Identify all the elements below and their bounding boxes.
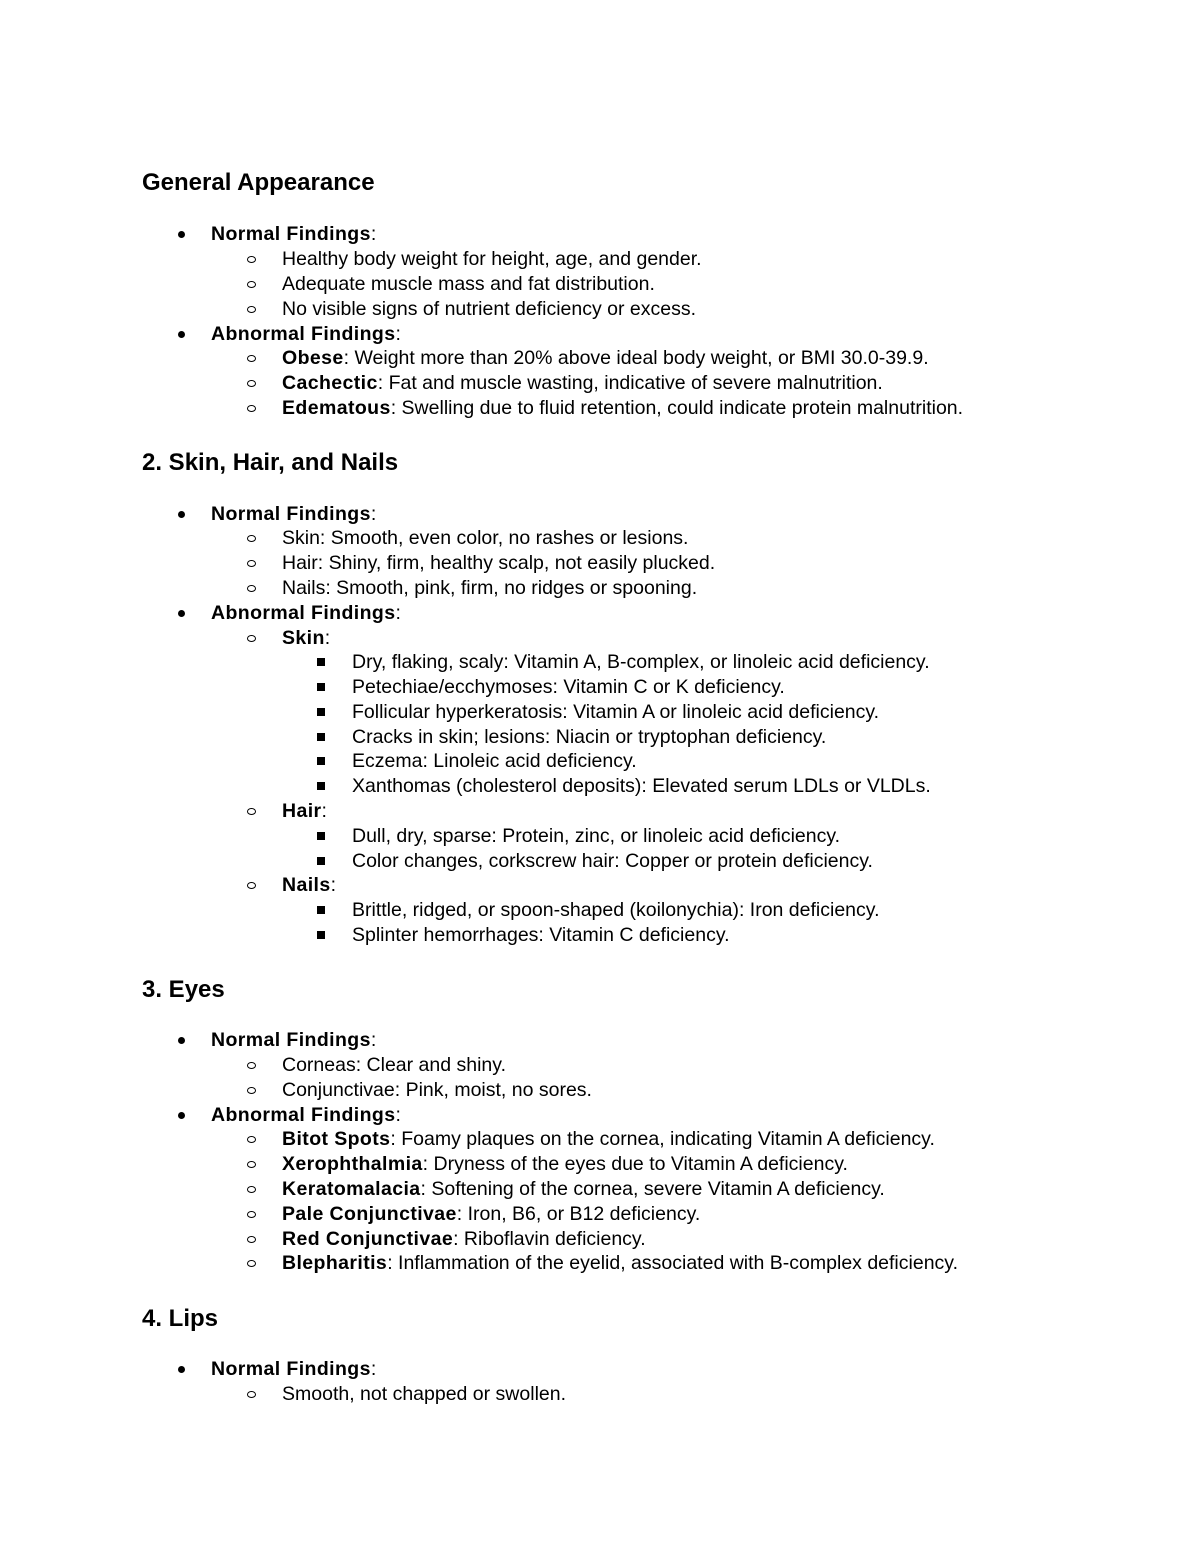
list-item: Dull, dry, sparse: Protein, zinc, or linoleic acid deficiency. <box>352 824 840 848</box>
list-item: Cracks in skin; lesions: Niacin or tryptophan deficiency. <box>352 725 826 749</box>
circle-bullet-icon <box>244 1227 258 1251</box>
square-bullet-icon <box>314 898 328 922</box>
bullet-icon <box>174 1028 188 1052</box>
list-item: Cachectic: Fat and muscle wasting, indicative of severe malnutrition. <box>282 371 883 395</box>
normal-findings-label: Normal Findings <box>211 1029 371 1051</box>
list-item: Healthy body weight for height, age, and gender. <box>282 247 702 271</box>
square-bullet-icon <box>314 849 328 873</box>
list-item: Corneas: Clear and shiny. <box>282 1053 506 1077</box>
bullet-icon <box>174 222 188 246</box>
circle-bullet-icon <box>244 526 258 550</box>
list-item: Keratomalacia: Softening of the cornea, severe Vitamin A deficiency. <box>282 1177 885 1201</box>
list-item: No visible signs of nutrient deficiency or excess. <box>282 297 696 321</box>
list-item: Skin: Smooth, even color, no rashes or lesions. <box>282 526 688 550</box>
circle-bullet-icon <box>244 396 258 420</box>
list-item: Petechiae/ecchymoses: Vitamin C or K deficiency. <box>352 675 785 699</box>
bullet-icon <box>174 601 188 625</box>
list-item: Smooth, not chapped or swollen. <box>282 1382 566 1406</box>
list-item: Hair: <box>282 799 327 823</box>
list-item: Obese: Weight more than 20% above ideal body weight, or BMI 30.0-39.9. <box>282 346 929 370</box>
circle-bullet-icon <box>244 576 258 600</box>
square-bullet-icon <box>314 923 328 947</box>
bullet-icon <box>174 502 188 526</box>
normal-findings-label: Normal Findings <box>211 503 371 525</box>
list-item: Red Conjunctivae: Riboflavin deficiency. <box>282 1227 646 1251</box>
list-item: Blepharitis: Inflammation of the eyelid, associated with B-complex deficiency. <box>282 1251 958 1275</box>
circle-bullet-icon <box>244 1053 258 1077</box>
square-bullet-icon <box>314 774 328 798</box>
circle-bullet-icon <box>244 1382 258 1406</box>
list-item: Hair: Shiny, firm, healthy scalp, not easily plucked. <box>282 551 715 575</box>
list-item: Brittle, ridged, or spoon-shaped (koilonychia): Iron deficiency. <box>352 898 880 922</box>
list-item: Xerophthalmia: Dryness of the eyes due to Vitamin A deficiency. <box>282 1152 848 1176</box>
list-item: Eczema: Linoleic acid deficiency. <box>352 749 637 773</box>
circle-bullet-icon <box>244 1127 258 1151</box>
section-title-eyes: 3. Eyes <box>142 976 225 1003</box>
circle-bullet-icon <box>244 873 258 897</box>
list-item: Normal Findings: <box>211 1357 376 1381</box>
list-item: Abnormal Findings: <box>211 322 401 346</box>
list-item: Normal Findings: <box>211 222 376 246</box>
section-title-general-appearance: General Appearance <box>142 169 375 196</box>
section-title-lips: 4. Lips <box>142 1305 219 1332</box>
circle-bullet-icon <box>244 272 258 296</box>
list-item: Dry, flaking, scaly: Vitamin A, B-complex, or linoleic acid deficiency. <box>352 650 930 674</box>
circle-bullet-icon <box>244 346 258 370</box>
circle-bullet-icon <box>244 297 258 321</box>
list-item: Nails: <box>282 873 336 897</box>
circle-bullet-icon <box>244 1251 258 1275</box>
list-item: Color changes, corkscrew hair: Copper or protein deficiency. <box>352 849 873 873</box>
circle-bullet-icon <box>244 1078 258 1102</box>
square-bullet-icon <box>314 700 328 724</box>
list-item: Conjunctivae: Pink, moist, no sores. <box>282 1078 592 1102</box>
list-item: Nails: Smooth, pink, firm, no ridges or spooning. <box>282 576 697 600</box>
list-item: Abnormal Findings: <box>211 601 401 625</box>
square-bullet-icon <box>314 650 328 674</box>
section-title-skin-hair-nails: 2. Skin, Hair, and Nails <box>142 449 399 476</box>
bullet-icon <box>174 1357 188 1381</box>
bullet-icon <box>174 1103 188 1127</box>
list-item: Normal Findings: <box>211 502 376 526</box>
abnormal-findings-label: Abnormal Findings <box>211 323 396 345</box>
list-item: Bitot Spots: Foamy plaques on the cornea, indicating Vitamin A deficiency. <box>282 1127 935 1151</box>
circle-bullet-icon <box>244 371 258 395</box>
square-bullet-icon <box>314 725 328 749</box>
list-item: Normal Findings: <box>211 1028 376 1052</box>
list-item: Adequate muscle mass and fat distribution. <box>282 272 655 296</box>
abnormal-findings-label: Abnormal Findings <box>211 602 396 624</box>
list-item: Xanthomas (cholesterol deposits): Elevated serum LDLs or VLDLs. <box>352 774 931 798</box>
circle-bullet-icon <box>244 1152 258 1176</box>
square-bullet-icon <box>314 749 328 773</box>
square-bullet-icon <box>314 824 328 848</box>
list-item: Pale Conjunctivae: Iron, B6, or B12 deficiency. <box>282 1202 700 1226</box>
abnormal-findings-label: Abnormal Findings <box>211 1104 396 1126</box>
list-item: Edematous: Swelling due to fluid retention, could indicate protein malnutrition. <box>282 396 963 420</box>
list-item: Abnormal Findings: <box>211 1103 401 1127</box>
circle-bullet-icon <box>244 799 258 823</box>
circle-bullet-icon <box>244 626 258 650</box>
list-item: Follicular hyperkeratosis: Vitamin A or linoleic acid deficiency. <box>352 700 879 724</box>
list-item: Splinter hemorrhages: Vitamin C deficiency. <box>352 923 730 947</box>
circle-bullet-icon <box>244 1177 258 1201</box>
circle-bullet-icon <box>244 1202 258 1226</box>
square-bullet-icon <box>314 675 328 699</box>
normal-findings-label: Normal Findings <box>211 1358 371 1380</box>
bullet-icon <box>174 322 188 346</box>
normal-findings-label: Normal Findings <box>211 223 371 245</box>
circle-bullet-icon <box>244 247 258 271</box>
circle-bullet-icon <box>244 551 258 575</box>
list-item: Skin: <box>282 626 330 650</box>
